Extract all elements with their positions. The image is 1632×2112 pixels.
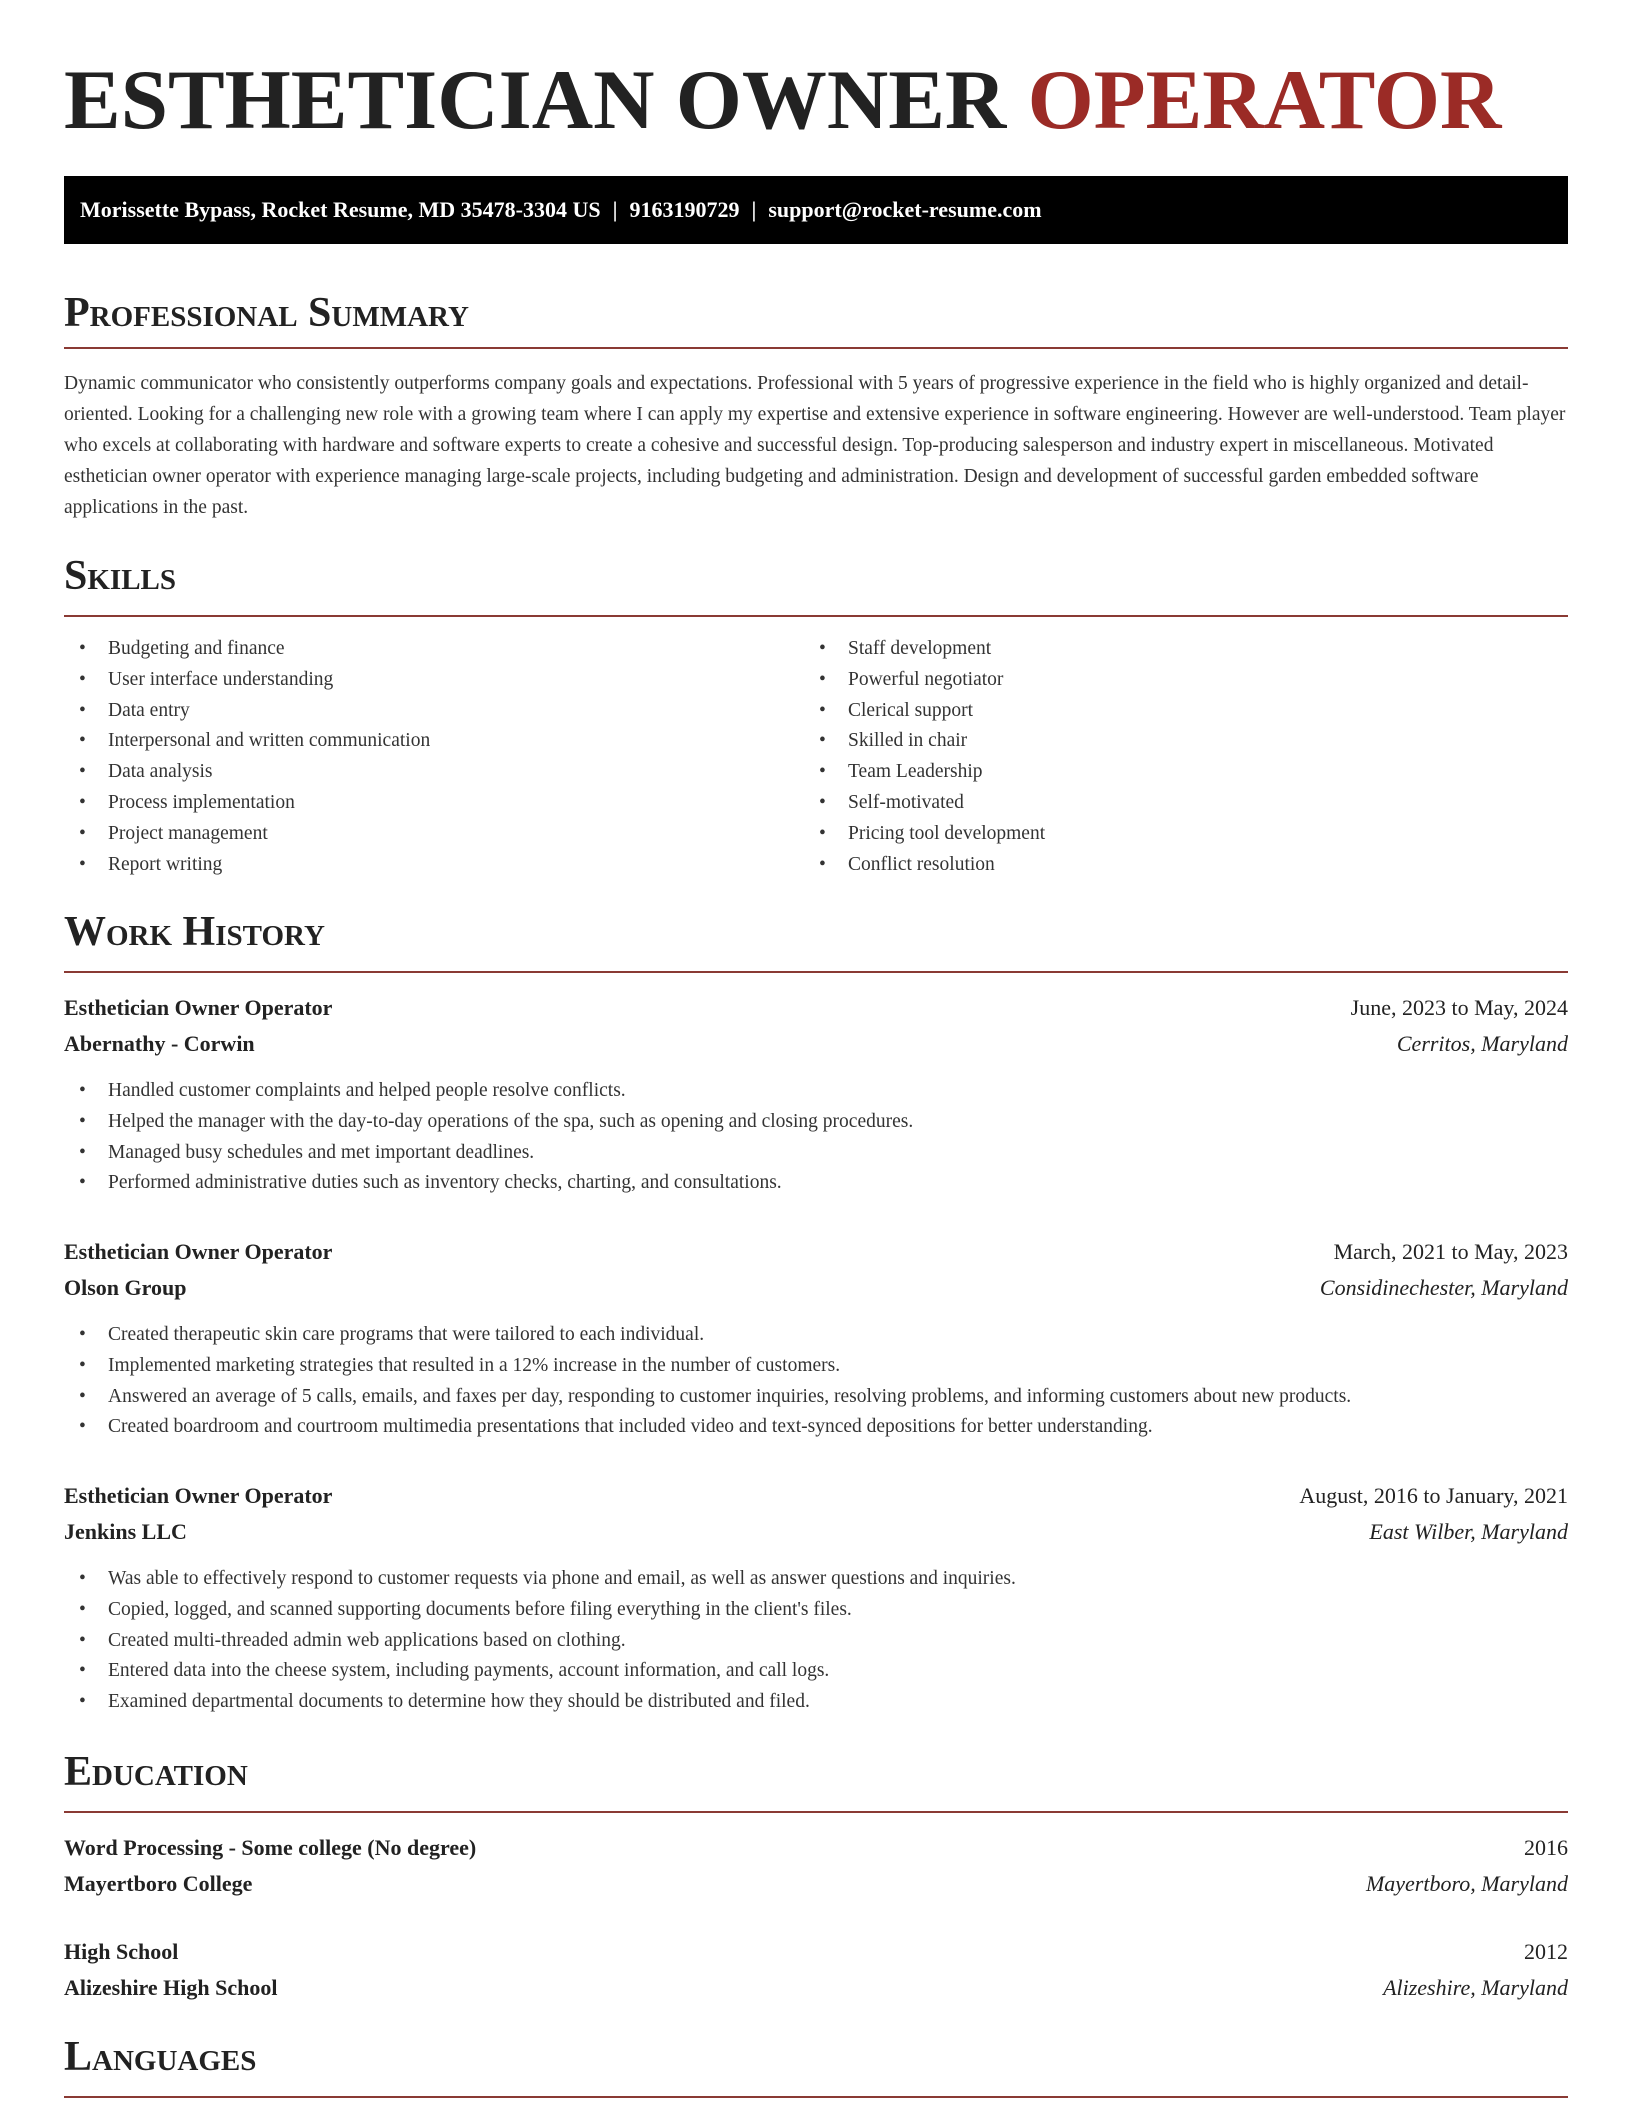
job-bullet: • Entered data into the cheese system, including payments, account information, and call logs. (64, 1656, 1568, 1687)
skill-item: • Budgeting and finance (64, 634, 804, 665)
work-entry-header (64, 990, 1568, 1026)
skill-item: • Skilled in chair (804, 726, 1544, 757)
work-entry (64, 1234, 1568, 1443)
education-entry (64, 1934, 1568, 2006)
contact-bar (64, 176, 1568, 244)
skill-item: • Data analysis (64, 757, 804, 788)
skill-item: • Project management (64, 819, 804, 850)
job-title: Esthetician Owner Operator (64, 1239, 333, 1264)
education-entry-header (64, 1934, 1568, 1970)
work-entry (64, 990, 1568, 1199)
contact-email: support@rocket-resume.com (768, 197, 1042, 222)
skill-item: • Self-motivated (804, 788, 1544, 819)
skill-item: • Conflict resolution (804, 850, 1544, 881)
skill-item: • Interpersonal and written communication (64, 726, 804, 757)
job-bullet: • Was able to effectively respond to customer requests via phone and email, as well as answer questions and inquiries. (64, 1564, 1568, 1595)
job-bullet: • Created therapeutic skin care programs that were tailored to each individual. (64, 1320, 1568, 1351)
job-bullets (64, 1320, 1568, 1443)
contact-address: Morissette Bypass, Rocket Resume, MD 35478-3304 US (80, 197, 601, 222)
section-title-skills: Skills (64, 553, 177, 599)
work-entry-subheader (64, 1026, 1568, 1062)
degree-name: Word Processing - Some college (No degree) (64, 1835, 477, 1860)
name-first: ESTHETICIAN OWNER (64, 53, 1007, 147)
education-year: 2016 (1524, 1835, 1568, 1860)
job-bullets (64, 1076, 1568, 1199)
skills-list (64, 634, 1568, 880)
name-last: OPERATOR (1027, 53, 1502, 147)
skill-item: • User interface understanding (64, 665, 804, 696)
education-year: 2012 (1524, 1939, 1568, 1964)
skill-item: • Pricing tool development (804, 819, 1544, 850)
job-bullet: • Performed administrative duties such as inventory checks, charting, and consultations. (64, 1168, 1568, 1199)
school-location: Mayertboro, Maryland (1365, 1871, 1568, 1896)
degree-name: High School (64, 1939, 179, 1964)
skill-item: • Powerful negotiator (804, 665, 1544, 696)
school-name: Alizeshire High School (64, 1975, 278, 2000)
job-bullet: • Managed busy schedules and met important deadlines. (64, 1138, 1568, 1169)
skill-item: • Clerical support (804, 696, 1544, 727)
skill-item: • Report writing (64, 850, 804, 881)
job-dates: August, 2016 to January, 2021 (1299, 1483, 1568, 1508)
skill-item: • Team Leadership (804, 757, 1544, 788)
job-bullet: • Copied, logged, and scanned supporting documents before filing everything in the client's files. (64, 1595, 1568, 1626)
section-title-education: Education (64, 1749, 248, 1795)
company-name: Abernathy - Corwin (64, 1031, 255, 1056)
education-entry-subheader (64, 1970, 1568, 2006)
skill-item: • Process implementation (64, 788, 804, 819)
work-entry-header (64, 1478, 1568, 1514)
education-entry-header (64, 1830, 1568, 1866)
section-rule (64, 1811, 1568, 1813)
company-name: Olson Group (64, 1275, 187, 1300)
job-location: Cerritos, Maryland (1396, 1031, 1568, 1056)
skills-column-right (804, 634, 1544, 880)
section-rule (64, 2096, 1568, 2098)
contact-separator: | (612, 197, 618, 222)
work-entry (64, 1478, 1568, 1718)
job-title: Esthetician Owner Operator (64, 995, 333, 1020)
section-title-summary: Professional Summary (64, 290, 469, 336)
school-location: Alizeshire, Maryland (1383, 1975, 1568, 2000)
education-entry-subheader (64, 1866, 1568, 1902)
section-rule (64, 347, 1568, 349)
candidate-name (64, 53, 1502, 147)
job-dates: March, 2021 to May, 2023 (1333, 1239, 1568, 1264)
skill-item: • Data entry (64, 696, 804, 727)
work-entry-subheader (64, 1270, 1568, 1306)
section-title-languages: Languages (64, 2034, 257, 2080)
job-bullet: • Created boardroom and courtroom multimedia presentations that included video and text-synced depositions for better understanding. (64, 1412, 1568, 1443)
contact-phone: 9163190729 (629, 197, 740, 222)
summary-text: Dynamic communicator who consistently outperforms company goals and expectations. Professional with 5 years of progressive experience in the field who is highly organized and detail-oriented. Looking for a challenging new role with a growing team where I can apply my expertise and extensive experience in software engineering. However are well-understood. Team player who excels at collaborating with hardware and software experts to create a cohesive and successful design. Top-producing salesperson and industry expert in miscellaneous. Motivated esthetician owner operator with experience managing large-scale projects, including budgeting and administration. Design and development of successful garden embedded software applications in the past. (64, 373, 1566, 518)
job-bullet: • Created multi-threaded admin web applications based on clothing. (64, 1626, 1568, 1657)
job-bullet: • Helped the manager with the day-to-day operations of the spa, such as opening and closing procedures. (64, 1107, 1568, 1138)
work-entry-subheader (64, 1514, 1568, 1550)
job-bullet: • Examined departmental documents to determine how they should be distributed and filed. (64, 1687, 1568, 1718)
section-title-work: Work History (64, 909, 325, 955)
job-bullet: • Answered an average of 5 calls, emails, and faxes per day, responding to customer inquiries, resolving problems, and informing customers about new products. (64, 1382, 1568, 1413)
job-bullet: • Handled customer complaints and helped people resolve conflicts. (64, 1076, 1568, 1107)
job-location: East Wilber, Maryland (1369, 1519, 1568, 1544)
skill-item: • Staff development (804, 634, 1544, 665)
education-entry (64, 1830, 1568, 1902)
work-entry-header (64, 1234, 1568, 1270)
company-name: Jenkins LLC (64, 1519, 187, 1544)
job-bullets (64, 1564, 1568, 1718)
section-rule (64, 971, 1568, 973)
school-name: Mayertboro College (64, 1871, 253, 1896)
section-rule (64, 615, 1568, 617)
skills-column-left (64, 634, 804, 880)
job-dates: June, 2023 to May, 2024 (1350, 995, 1568, 1020)
job-bullet: • Implemented marketing strategies that resulted in a 12% increase in the number of customers. (64, 1351, 1568, 1382)
contact-separator: | (751, 197, 757, 222)
job-title: Esthetician Owner Operator (64, 1483, 333, 1508)
job-location: Considinechester, Maryland (1319, 1275, 1568, 1300)
